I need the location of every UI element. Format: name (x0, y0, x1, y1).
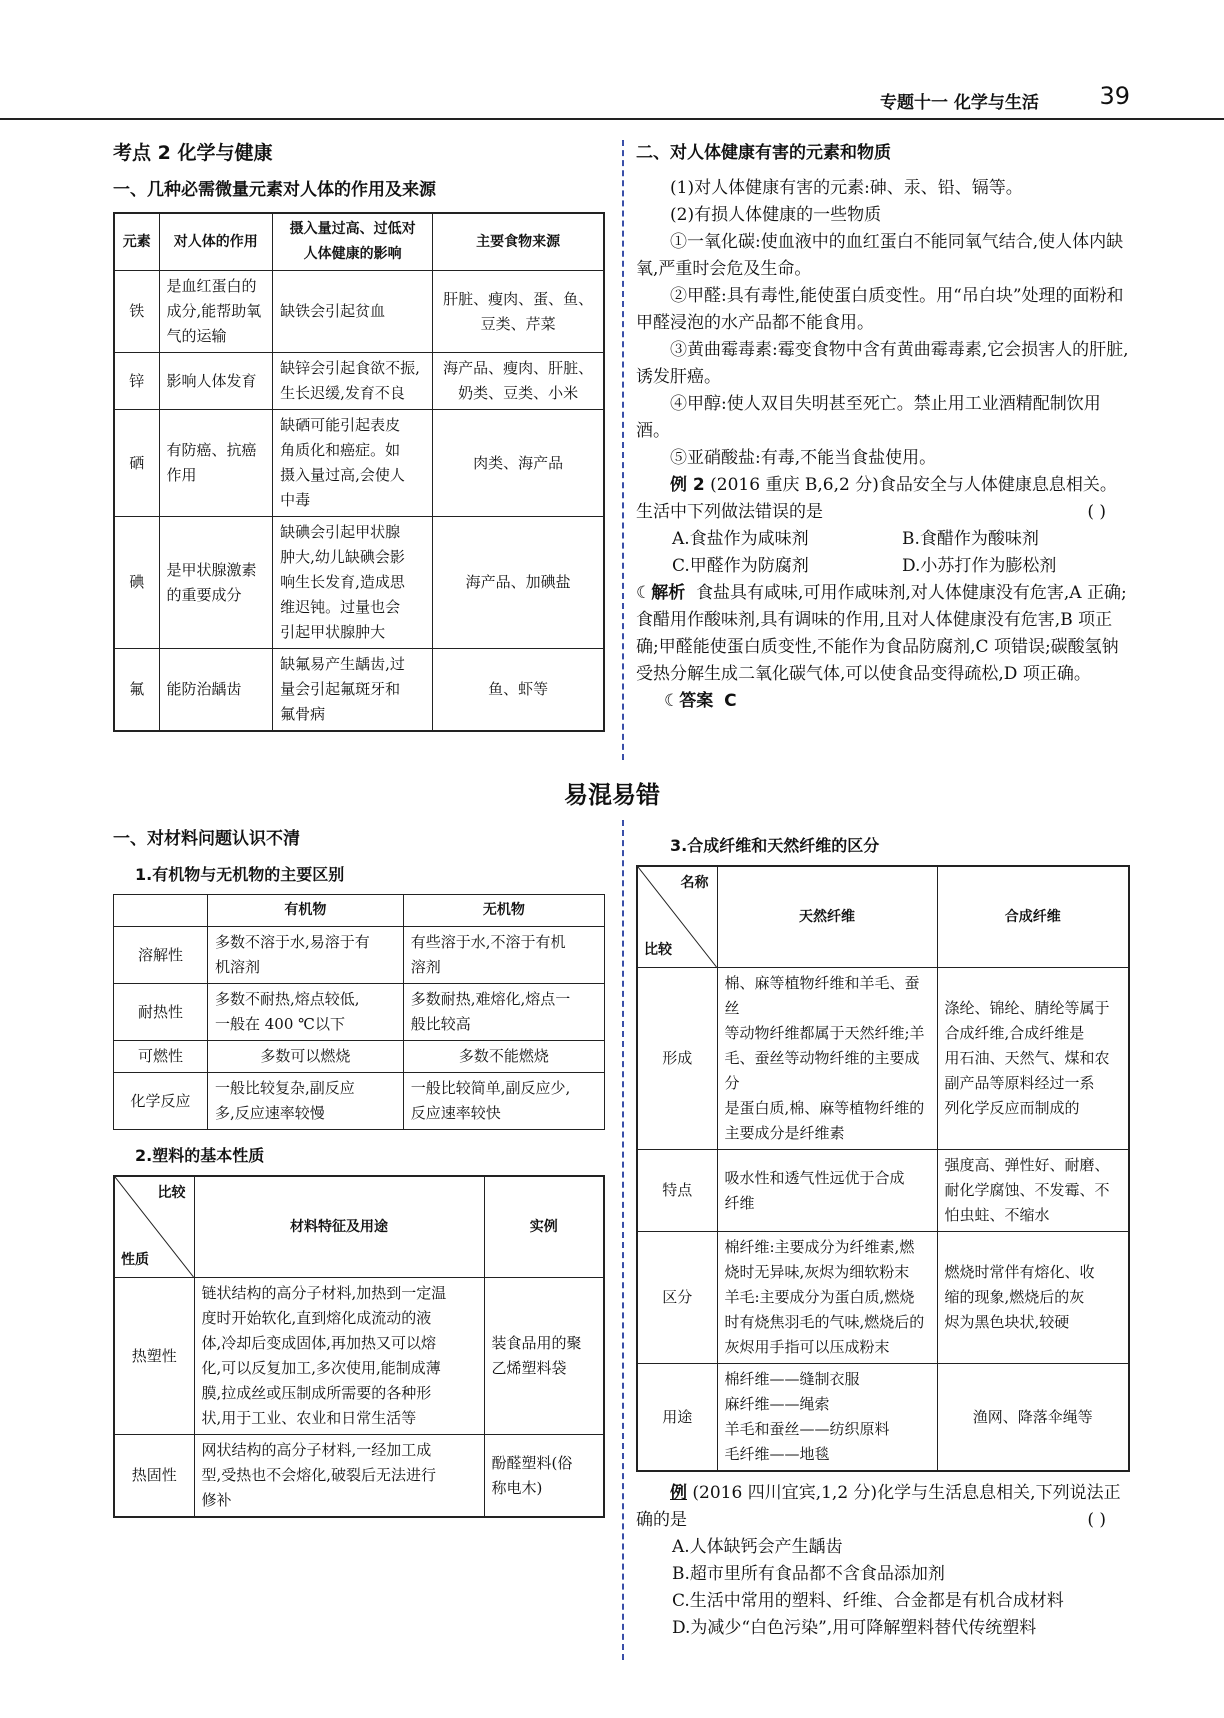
row-header: 区分 (637, 1232, 717, 1364)
answer-label: 答案 (679, 691, 714, 711)
diag-top-label: 名称 (680, 875, 709, 891)
example-source: (2016 重庆 B,6,2 分) (710, 475, 879, 495)
answer-paren: ( ) (1087, 1510, 1106, 1530)
table-cell: 影响人体发育 (159, 353, 273, 410)
table-row (114, 271, 604, 353)
right-top-column (636, 140, 1130, 715)
table-cell: 有防癌、抗癌 作用 (159, 410, 273, 517)
organic-inorganic-table (113, 894, 605, 1130)
element-cell: 铁 (114, 271, 159, 353)
col-header-natural: 天然纤维 (717, 866, 937, 968)
table-cell: 多数可以燃烧 (208, 1041, 404, 1073)
table-row (114, 1073, 605, 1130)
table-cell: 多数不耐热,熔点较低, 一般在 400 ℃以下 (208, 984, 404, 1041)
col-header: 有机物 (208, 895, 404, 927)
table-row (114, 410, 604, 517)
harmful-item: ④甲醇:使人双目失明甚至死亡。禁止用工业酒精配制饮用酒。 (636, 394, 1101, 441)
table-row (114, 1435, 604, 1518)
col-header: 对人体的作用 (159, 213, 273, 271)
option-b: B.食醋作为酸味剂 (902, 529, 1039, 549)
answer-icon: ☾ (664, 691, 680, 711)
plastics-table (113, 1175, 605, 1518)
example-question: 化学与生活息息相关,下列说法正确的是 (636, 1483, 1121, 1530)
table-cell: 能防治龋齿 (159, 649, 273, 732)
harmful-item: (1)对人体健康有害的元素:砷、汞、铅、镉等。 (670, 178, 1023, 198)
element-cell: 氟 (114, 649, 159, 732)
table-cell: 缺碘会引起甲状腺 肿大,幼儿缺碘会影 响生长发育,造成思 维迟钝。过量也会 引起甲状腺肿大 (273, 517, 433, 649)
table-row (114, 517, 604, 649)
table-cell: 多数耐热,难熔化,熔点一 般比较高 (403, 984, 604, 1041)
table-cell: 是血红蛋白的 成分,能帮助氧 气的运输 (159, 271, 273, 353)
table-cell: 一般比较复杂,副反应 多,反应速率较慢 (208, 1073, 404, 1130)
table-cell: 缺锌会引起食欲不振, 生长迟缓,发育不良 (273, 353, 433, 410)
element-cell: 硒 (114, 410, 159, 517)
table-cell: 肝脏、瘦肉、蛋、鱼、 豆类、芹菜 (433, 271, 604, 353)
option-a: A.食盐作为咸味剂 (672, 529, 809, 549)
table-cell: 吸水性和透气性远优于合成 纤维 (717, 1150, 937, 1232)
analysis-label: 解析 (651, 583, 686, 603)
element-cell: 碘 (114, 517, 159, 649)
col-header-example: 实例 (484, 1176, 604, 1278)
table-cell: 缺硒可能引起表皮 角质化和癌症。如 摄入量过高,会使人 中毒 (273, 410, 433, 517)
row-header: 热塑性 (114, 1278, 194, 1435)
table-cell: 海产品、加碘盐 (433, 517, 604, 649)
table-cell: 渔网、降落伞绳等 (937, 1364, 1129, 1472)
diag-bottom-label: 比较 (644, 942, 672, 958)
table-row (114, 1278, 604, 1435)
example-label: 例 (670, 1483, 687, 1503)
table-cell: 缺铁会引起贫血 (273, 271, 433, 353)
page-number: 39 (1099, 82, 1130, 110)
example-source: (2016 四川宜宾,1,2 分) (692, 1483, 878, 1503)
table-row (637, 1232, 1129, 1364)
option-a: A.人体缺钙会产生龋齿 (672, 1537, 843, 1557)
harmful-item: ②甲醛:具有毒性,能使蛋白质变性。用“吊白块”处理的面粉和甲醛浸泡的水产品都不能食用。 (636, 286, 1124, 333)
plastics-title: 2.塑料的基本性质 (135, 1146, 265, 1165)
table-cell: 多数不能燃烧 (403, 1041, 604, 1073)
table-cell: 肉类、海产品 (433, 410, 604, 517)
row-header: 热固性 (114, 1435, 194, 1518)
element-cell: 锌 (114, 353, 159, 410)
row-header: 化学反应 (114, 1073, 208, 1130)
analysis (636, 580, 1130, 688)
table-row (637, 1364, 1129, 1472)
harmful-item: ③黄曲霉毒素:霉变食物中含有黄曲霉毒素,它会损害人的肝脏,诱发肝癌。 (636, 340, 1129, 387)
col-header-synthetic: 合成纤维 (937, 866, 1129, 968)
table-row (114, 927, 605, 984)
table-row (114, 1041, 605, 1073)
table-cell: 是甲状腺激素 的重要成分 (159, 517, 273, 649)
answer (636, 688, 1130, 715)
section-title: 考点 2 化学与健康 (113, 142, 273, 164)
analysis-icon: ☾ (636, 583, 652, 603)
materials-title: 一、对材料问题认识不清 (113, 829, 300, 849)
col-header: 摄入量过高、过低对 人体健康的影响 (273, 213, 433, 271)
column-divider-top (622, 140, 624, 760)
table-cell: 燃烧时常伴有熔化、收 缩的现象,燃烧后的灰 烬为黑色块状,较硬 (937, 1232, 1129, 1364)
page-header (880, 80, 1130, 114)
answer-paren: ( ) (1087, 502, 1106, 522)
analysis-text: 食盐具有咸味,可用作咸味剂,对人体健康没有危害,A 正确;食醋用作酸味剂,具有调味的作用,且对人体健康没有危害,B 项正确;甲醛能使蛋白质变性,不能作为食品防腐剂,C 项错误;碳酸氢钠受热分解生成二氧化碳气体,可以使食品变得疏松,D 项正确。 (636, 583, 1127, 684)
table-cell: 酚醛塑料(俗 称电木) (484, 1435, 604, 1518)
row-header: 用途 (637, 1364, 717, 1472)
option-d: D.为减少“白色污染”,用可降解塑料替代传统塑料 (672, 1618, 1037, 1638)
table-cell: 网状结构的高分子材料,一经加工成 型,受热也不会熔化,破裂后无法进行 修补 (194, 1435, 484, 1518)
table-cell: 链状结构的高分子材料,加热到一定温 度时开始软化,直到熔化成流动的液 体,冷却后变成固体,再加热又可以熔 化,可以反复加工,多次使用,能制成薄 膜,拉成丝或压制成所需要的各种形 状,用于工业、农业和日常生活等 (194, 1278, 484, 1435)
table-cell: 强度高、弹性好、耐磨、 耐化学腐蚀、不发霉、不 怕虫蛀、不缩水 (937, 1150, 1129, 1232)
col-header: 元素 (114, 213, 159, 271)
table-cell: 缺氟易产生龋齿,过 量会引起氟斑牙和 氟骨病 (273, 649, 433, 732)
plastics-diagonal-header (114, 1176, 194, 1278)
example-options (636, 1534, 1130, 1642)
table-cell: 棉、麻等植物纤维和羊毛、蚕丝 等动物纤维都属于天然纤维;羊 毛、蚕丝等动物纤维的主要成分 是蛋白质,棉、麻等植物纤维的 主要成分是纤维素 (717, 968, 937, 1150)
trace-elements-title: 一、几种必需微量元素对人体的作用及来源 (113, 180, 436, 200)
table-cell: 棉纤维——缝制衣服 麻纤维——绳索 羊毛和蚕丝——纺织原料 毛纤维——地毯 (717, 1364, 937, 1472)
col-header (114, 895, 208, 927)
option-c: C.生活中常用的塑料、纤维、合金都是有机合成材料 (672, 1591, 1064, 1611)
trace-elements-table (113, 212, 605, 732)
col-header: 无机物 (403, 895, 604, 927)
column-divider-bottom (622, 820, 624, 1660)
harmful-item: (2)有损人体健康的一些物质 (670, 205, 882, 225)
table-cell: 一般比较简单,副反应少, 反应速率较快 (403, 1073, 604, 1130)
harmful-item: ⑤亚硝酸盐:有毒,不能当食盐使用。 (670, 448, 937, 468)
table-row (114, 353, 604, 410)
option-c: C.甲醛作为防腐剂 (672, 556, 809, 576)
example-fiber (636, 1480, 1130, 1534)
table-row (114, 984, 605, 1041)
example-2 (636, 472, 1130, 526)
table-cell: 装食品用的聚 乙烯塑料袋 (484, 1278, 604, 1435)
left-bottom-column (113, 826, 605, 1518)
col-header: 主要食物来源 (433, 213, 604, 271)
harmful-substances-list (636, 175, 1130, 472)
table-cell: 海产品、瘦肉、肝脏、 奶类、豆类、小米 (433, 353, 604, 410)
option-d: D.小苏打作为膨松剂 (902, 556, 1057, 576)
diag-top-label: 比较 (157, 1185, 186, 1201)
fiber-title: 3.合成纤维和天然纤维的区分 (670, 836, 880, 855)
header-rule (0, 118, 1224, 120)
row-header: 可燃性 (114, 1041, 208, 1073)
fiber-table (636, 865, 1130, 1472)
example-question: 食品安全与人体健康息息相关。生活中下列做法错误的是 (636, 475, 1117, 522)
right-bottom-column (636, 826, 1130, 1642)
table-cell: 鱼、虾等 (433, 649, 604, 732)
diag-bottom-label: 性质 (121, 1252, 149, 1268)
row-header: 特点 (637, 1150, 717, 1232)
table-cell: 多数不溶于水,易溶于有 机溶剂 (208, 927, 404, 984)
col-header-features: 材料特征及用途 (194, 1176, 484, 1278)
answer-value: C (724, 691, 737, 711)
table-cell: 棉纤维:主要成分为纤维素,燃 烧时无异味,灰烬为细软粉末 羊毛:主要成分为蛋白质,燃烧 时有烧焦羽毛的气味,燃烧后的 灰烬用手指可以压成粉末 (717, 1232, 937, 1364)
row-header: 溶解性 (114, 927, 208, 984)
option-b: B.超市里所有食品都不含食品添加剂 (672, 1564, 945, 1584)
harmful-item: ①一氧化碳:使血液中的血红蛋白不能同氧气结合,使人体内缺氧,严重时会危及生命。 (636, 232, 1124, 279)
left-top-column (113, 140, 605, 732)
table-cell: 涤纶、锦纶、腈纶等属于 合成纤维,合成纤维是 用石油、天然气、煤和农 副产品等原料经过一系 列化学反应而制成的 (937, 968, 1129, 1150)
row-header: 形成 (637, 968, 717, 1150)
harmful-substances-title: 二、对人体健康有害的元素和物质 (636, 143, 891, 163)
table-row (114, 649, 604, 732)
row-header: 耐热性 (114, 984, 208, 1041)
table-row (637, 1150, 1129, 1232)
example-label: 例 2 (670, 475, 705, 495)
example-2-options (636, 526, 1130, 580)
fiber-diagonal-header (637, 866, 717, 968)
table-cell: 有些溶于水,不溶于有机 溶剂 (403, 927, 604, 984)
table-row (637, 968, 1129, 1150)
organic-inorganic-title: 1.有机物与无机物的主要区别 (135, 865, 345, 884)
confusion-section-title: 易混易错 (564, 781, 660, 809)
topic-title: 专题十一 化学与生活 (880, 93, 1039, 113)
